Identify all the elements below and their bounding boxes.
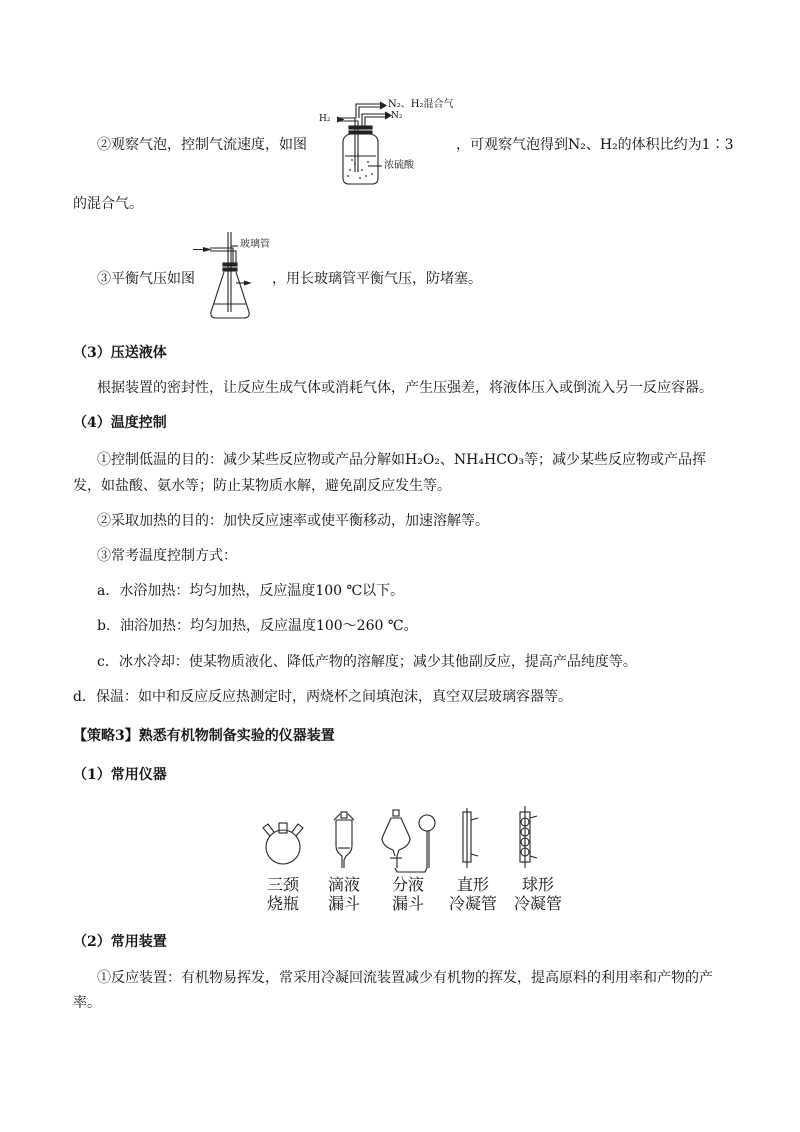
label-mixed-gas: N₂、H₂混合气 xyxy=(388,99,454,110)
label-n2: N₂ xyxy=(391,111,403,121)
balance-text-after: ，用长玻璃管平衡气压，防堵塞。 xyxy=(272,271,482,287)
section-4-heading: （4）温度控制 xyxy=(73,415,167,431)
label-conc-sulfuric-acid: 浓硫酸 xyxy=(384,160,414,171)
bubble-text-cont: 的混合气。 xyxy=(73,196,143,212)
strategy-3-heading: 【策略3】熟悉有机物制备实验的仪器装置 xyxy=(73,728,335,744)
label-glass-tube: 玻璃管 xyxy=(240,239,270,250)
strategy-3-paragraph-line1: ①反应装置：有机物易挥发，常采用冷凝回流装置减少有机物的挥发，提高原料的利用率和产物的产 xyxy=(97,970,713,986)
section-4-item-b: b．油浴加热：均匀加热，反应温度100～260 ℃。 xyxy=(97,618,418,634)
instrument-label-bulb-condenser: 球形 冷凝管 xyxy=(513,875,562,914)
strategy-3-sub1: （1）常用仪器 xyxy=(73,767,167,783)
strategy-3-sub2: （2）常用装置 xyxy=(73,934,167,950)
strategy-3-paragraph-line2: 率。 xyxy=(73,995,101,1011)
balance-text-before: ③平衡气压如图 xyxy=(97,271,195,287)
instrument-label-straight-condenser: 直形 冷凝管 xyxy=(448,875,497,914)
bubble-text-before: ②观察气泡，控制气流速度，如图 xyxy=(97,137,307,153)
section-3-heading: （3）压送液体 xyxy=(73,345,167,361)
section-4-item-a: a．水浴加热：均匀加热，反应温度100 ℃以下。 xyxy=(97,583,405,599)
bubble-text-after: ，可观察气泡得到N₂、H₂的体积比约为1∶3 xyxy=(456,137,734,153)
section-4-p3: ③常考温度控制方式： xyxy=(97,548,237,564)
section-4-p1-line2: 发，如盐酸、氨水等；防止某物质水解，避免副反应发生等。 xyxy=(73,478,451,494)
section-4-item-d: d．保温：如中和反应反应热测定时，两烧杯之间填泡沫，真空双层玻璃容器等。 xyxy=(73,689,572,705)
instrument-label-dropping-funnel: 滴液 漏斗 xyxy=(327,875,360,914)
section-4-p1-line1: ①控制低温的目的：减少某些反应物或产品分解如H₂O₂、NH₄HCO₃等；减少某些反应物或产品挥 xyxy=(97,452,706,468)
section-4-item-c: c．冰水冷却：使某物质液化、降低产物的溶解度；减少其他副反应，提高产品纯度等。 xyxy=(97,654,637,670)
instrument-label-three-neck-flask: 三颈 烧瓶 xyxy=(266,875,299,914)
section-3-paragraph: 根据装置的密封性，让反应生成气体或消耗气体，产生压强差，将液体压入或倒流入另一反应容器。 xyxy=(97,380,713,396)
section-4-p2: ②采取加热的目的：加快反应速率或使平衡移动，加速溶解等。 xyxy=(97,513,489,529)
label-h2: H₂ xyxy=(319,114,331,124)
instrument-label-separatory-funnel: 分液 漏斗 xyxy=(391,875,424,914)
